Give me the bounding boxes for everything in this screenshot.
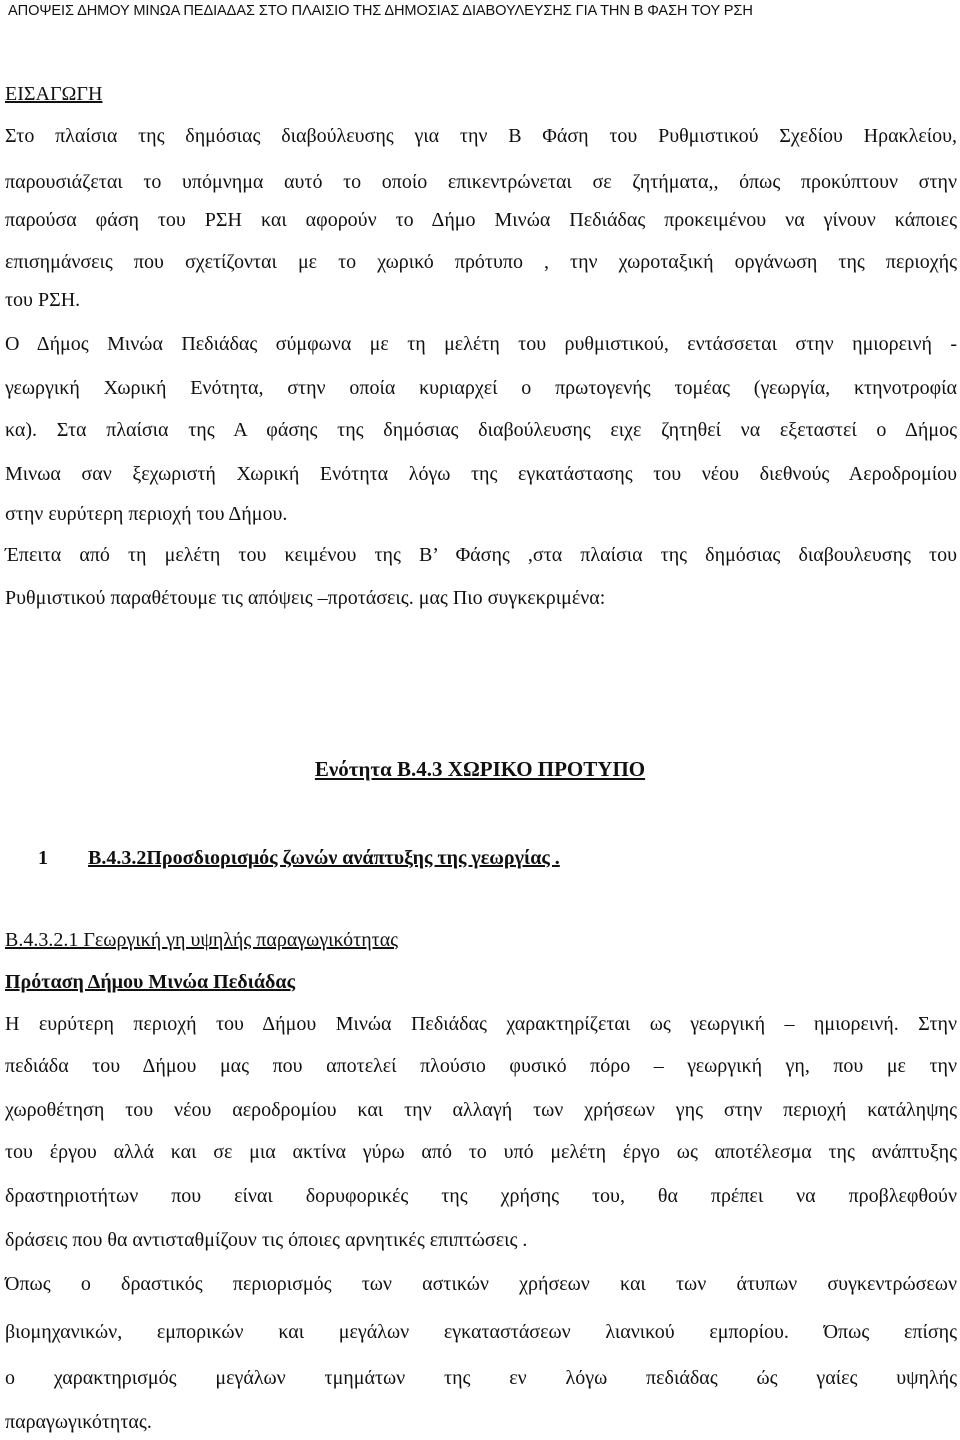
intro-line-5: του ΡΣΗ. [5,289,81,311]
intro-line-7: γεωργική Χωρική Ενότητα, στην οποία κυριαρχεί ο πρωτογενής τομέας (γεωργία, κτηνοτροφία [5,377,957,399]
body-line-2: πεδιάδα του Δήμου μας που αποτελεί πλούσιο φυσικό πόρο – γεωργική γη, που με την [5,1055,957,1077]
page-header: ΑΠΟΨΕΙΣ ΔΗΜΟΥ ΜΙΝΩΑ ΠΕΔΙΑΔΑΣ ΣΤΟ ΠΛΑΙΣΙΟ ΤΗΣ ΔΗΜΟΣΙΑΣ ΔΙΑΒΟΥΛΕΥΣΗΣ ΓΙΑ ΤΗΝ Β ΦΑΣΗ ΤΟΥ ΡΣΗ [8,3,753,19]
body-line-4: του έργου αλλά και σε μια ακτίνα γύρω από το υπό μελέτη έργο ως αποτέλεσμα της ανάπτυξης [5,1141,957,1163]
body-line-5: δραστηριοτήτων που είναι δορυφορικές της χρήσης του, θα πρέπει να προβλεφθούν [5,1185,957,1207]
subsection-number: 1 [38,847,48,869]
body-line-1: Η ευρύτερη περιοχή του Δήμου Μινώα Πεδιάδας χαρακτηρίζεται ως γεωργική – ημιορεινή. Στην [5,1013,957,1035]
body-line-10: παραγωγικότητας. [5,1411,152,1433]
body-line-3: χωροθέτηση του νέου αεροδρομίου και την αλλαγή των χρήσεων γης στην περιοχή κατάληψης [5,1099,957,1121]
body-line-7: Όπως ο δραστικός περιορισμός των αστικών χρήσεων και των άτυπων συγκεντρώσεων [5,1273,957,1295]
body-line-6: δράσεις που θα αντισταθμίζουν τις όποιες αρνητικές επιπτώσεις . [5,1229,528,1251]
intro-line-3: παρούσα φάση του ΡΣΗ και αφορούν το Δήμο Μινώα Πεδιάδας προκειμένου να γίνουν κάποιες [5,209,957,231]
intro-line-11: Έπειτα από τη μελέτη του κειμένου της Β’ Φάσης ,στα πλαίσια της δημόσιας διαβουλευσης του [5,544,957,566]
body-line-9: ο χαρακτηρισμός μεγάλων τμημάτων της εν λόγω πεδιάδας ώς γαίες υψηλής [5,1367,957,1389]
subsection-heading [5,846,957,870]
intro-line-2: παρουσιάζεται το υπόμνημα αυτό το οποίο επικεντρώνεται σε ζητήματα,, όπως προκύπτουν στην [5,171,957,193]
subsubsection-title: Β.4.3.2.1 Γεωργική γη υψηλής παραγωγικότητας [5,929,399,951]
intro-line-4: επισημάνσεις που σχετίζονται με το χωρικό πρότυπο , την χωροταξική οργάνωση της περιοχής [5,251,957,273]
intro-heading: ΕΙΣΑΓΩΓΗ [5,83,103,105]
subsection-title: Β.4.3.2Προσδιορισμός ζωνών ανάπτυξης της γεωργίας . [88,847,560,869]
intro-line-9: Μινωα σαν ξεχωριστή Χωρική Ενότητα λόγω της εγκατάστασης του νέου διεθνούς Αεροδρομίου [5,463,957,485]
body-line-8: βιομηχανικών, εμπορικών και μεγάλων εγκαταστάσεων λιανικού εμπορίου. Όπως επίσης [5,1321,957,1343]
intro-line-12: Ρυθμιστικού παραθέτουμε τις απόψεις –προτάσεις. μας Πιο συγκεκριμένα: [5,587,606,609]
intro-line-1: Στο πλαίσια της δημόσιας διαβούλευσης για την Β Φάση του Ρυθμιστικού Σχεδίου Ηρακλείου, [5,125,957,147]
intro-line-6: Ο Δήμος Μινώα Πεδιάδας σύμφωνα με τη μελέτη του ρυθμιστικού, εντάσσεται στην ημιορεινή - [5,333,957,355]
intro-line-10: στην ευρύτερη περιοχή του Δήμου. [5,503,288,525]
intro-line-8: κα). Στα πλαίσια της Α φάσης της δημόσιας διαβούλευσης ειχε ζητηθεί να εξεταστεί ο Δήμος [5,419,957,441]
proposal-heading: Πρόταση Δήμου Μινώα Πεδιάδας [5,971,296,993]
section-title: Ενότητα Β.4.3 ΧΩΡΙΚΟ ΠΡΟΤΥΠΟ [314,757,646,781]
